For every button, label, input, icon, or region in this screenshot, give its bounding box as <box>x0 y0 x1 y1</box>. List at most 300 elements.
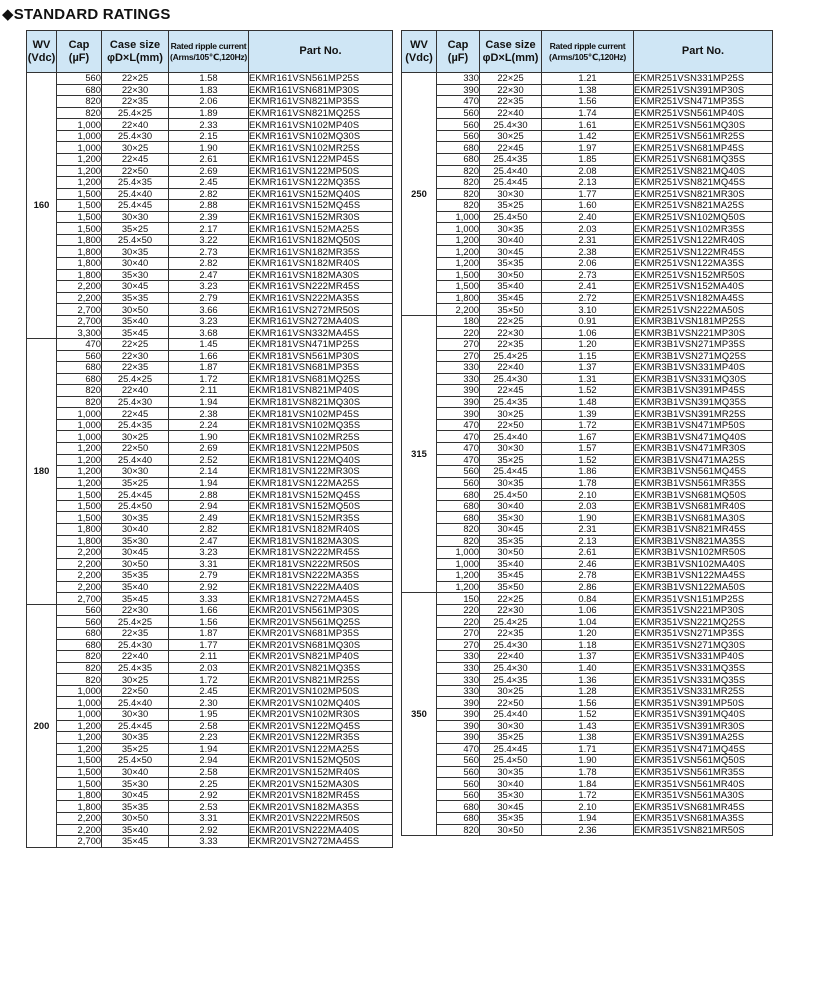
case-size-value: 22×35 <box>480 96 542 108</box>
case-size-value: 30×40 <box>480 234 542 246</box>
cap-value: 560 <box>437 477 480 489</box>
ripple-current-value: 2.52 <box>169 454 249 466</box>
table-row <box>27 651 393 663</box>
case-size-value: 35×30 <box>102 269 169 281</box>
table-row <box>402 512 773 524</box>
ratings-table-left <box>26 30 393 848</box>
case-size-header: Case size φD×L(mm) <box>102 31 169 73</box>
case-size-value: 22×40 <box>480 651 542 663</box>
part-number: EKMR3B1VSN391MP45S <box>634 385 773 397</box>
cap-value: 2,700 <box>57 315 102 327</box>
table-row <box>402 443 773 455</box>
case-size-value: 35×50 <box>480 304 542 316</box>
table-row <box>402 107 773 119</box>
part-number: EKMR181VSN102MP45S <box>249 408 393 420</box>
table-row <box>27 523 393 535</box>
table-header <box>27 31 393 73</box>
ripple-current-value: 2.36 <box>542 824 634 836</box>
cap-value: 560 <box>57 604 102 616</box>
case-size-value: 30×50 <box>480 547 542 559</box>
ripple-current-value: 1.45 <box>169 338 249 350</box>
ripple-current-value: 2.45 <box>169 177 249 189</box>
ripple-current-value: 2.03 <box>169 662 249 674</box>
case-size-value: 22×40 <box>480 362 542 374</box>
part-number: EKMR161VSN182MR40S <box>249 258 393 270</box>
table-row <box>27 454 393 466</box>
part-number: EKMR161VSN182MA30S <box>249 269 393 281</box>
table-header <box>402 31 773 73</box>
table-row <box>27 789 393 801</box>
cap-value: 1,000 <box>57 708 102 720</box>
cap-value: 2,700 <box>57 836 102 848</box>
ripple-current-value: 2.61 <box>542 547 634 559</box>
table-row <box>402 489 773 501</box>
table-row <box>402 454 773 466</box>
case-size-value: 25.4×40 <box>102 697 169 709</box>
cap-value: 2,200 <box>57 570 102 582</box>
ripple-current-value: 3.66 <box>169 304 249 316</box>
ripple-current-value: 1.72 <box>542 789 634 801</box>
ripple-current-value: 1.06 <box>542 604 634 616</box>
table-row <box>402 581 773 593</box>
table-row <box>402 651 773 663</box>
part-number: EKMR161VSN222MA35S <box>249 292 393 304</box>
cap-value: 2,200 <box>57 813 102 825</box>
table-row <box>27 362 393 374</box>
table-row <box>402 766 773 778</box>
part-number: EKMR3B1VSN681MQ50S <box>634 489 773 501</box>
ripple-current-value: 1.15 <box>542 350 634 362</box>
cap-value: 1,200 <box>57 732 102 744</box>
table-row <box>402 350 773 362</box>
case-size-value: 25.4×45 <box>480 177 542 189</box>
cap-value: 1,500 <box>437 281 480 293</box>
part-number: EKMR351VSN391MQ40S <box>634 708 773 720</box>
case-size-value: 25.4×30 <box>480 119 542 131</box>
cap-value: 1,500 <box>57 188 102 200</box>
table-row <box>27 720 393 732</box>
part-number: EKMR161VSN222MR45S <box>249 281 393 293</box>
table-row <box>27 697 393 709</box>
table-row <box>402 304 773 316</box>
table-row <box>402 119 773 131</box>
table-row <box>27 234 393 246</box>
case-size-value: 22×30 <box>102 604 169 616</box>
ripple-current-value: 2.92 <box>169 789 249 801</box>
cap-value: 560 <box>437 789 480 801</box>
table-row <box>27 801 393 813</box>
case-size-value: 25.4×40 <box>480 708 542 720</box>
cap-value: 1,200 <box>57 165 102 177</box>
part-number: EKMR251VSN152MR50S <box>634 269 773 281</box>
part-number: EKMR181VSN152MQ45S <box>249 489 393 501</box>
table-row <box>27 558 393 570</box>
table-row <box>27 824 393 836</box>
cap-value: 390 <box>437 720 480 732</box>
case-size-value: 35×35 <box>102 292 169 304</box>
cap-value: 330 <box>437 73 480 85</box>
case-size-value: 30×45 <box>102 281 169 293</box>
case-size-value: 35×25 <box>102 743 169 755</box>
table-row <box>27 223 393 235</box>
table-row <box>27 743 393 755</box>
case-size-value: 22×30 <box>480 327 542 339</box>
part-number: EKMR201VSN122MQ45S <box>249 720 393 732</box>
part-number: EKMR181VSN821MQ30S <box>249 396 393 408</box>
cap-value: 1,000 <box>57 408 102 420</box>
part-number: EKMR3B1VSN271MQ25S <box>634 350 773 362</box>
cap-value: 680 <box>57 373 102 385</box>
part-number: EKMR351VSN561MA30S <box>634 789 773 801</box>
case-size-value: 30×45 <box>480 801 542 813</box>
table-row <box>402 177 773 189</box>
cap-value: 1,200 <box>57 477 102 489</box>
table-row <box>27 338 393 350</box>
cap-value: 680 <box>437 512 480 524</box>
ripple-current-value: 1.71 <box>542 743 634 755</box>
table-row <box>27 535 393 547</box>
part-number: EKMR3B1VSN821MR45S <box>634 523 773 535</box>
ripple-current-value: 3.23 <box>169 315 249 327</box>
part-number: EKMR3B1VSN331MQ30S <box>634 373 773 385</box>
case-size-value: 25.4×35 <box>102 662 169 674</box>
case-size-value: 25.4×45 <box>480 743 542 755</box>
ripple-current-value: 1.74 <box>542 107 634 119</box>
case-size-value: 30×30 <box>480 443 542 455</box>
ripple-current-value: 1.40 <box>542 662 634 674</box>
cap-value: 330 <box>437 674 480 686</box>
part-number: EKMR201VSN222MA40S <box>249 824 393 836</box>
table-row <box>402 84 773 96</box>
part-number: EKMR3B1VSN122MA45S <box>634 570 773 582</box>
part-number: EKMR201VSN182MR45S <box>249 789 393 801</box>
ripple-current-value: 1.37 <box>542 362 634 374</box>
case-size-value: 25.4×25 <box>102 616 169 628</box>
part-no-header: Part No. <box>249 31 393 73</box>
cap-value: 1,200 <box>57 153 102 165</box>
case-size-value: 35×50 <box>480 581 542 593</box>
ripple-current-value: 1.90 <box>542 512 634 524</box>
case-size-value: 30×40 <box>102 766 169 778</box>
cap-value: 1,800 <box>57 258 102 270</box>
wv-header: WV (Vdc) <box>27 31 57 73</box>
cap-value: 1,500 <box>57 755 102 767</box>
cap-value: 470 <box>437 443 480 455</box>
cap-value: 1,800 <box>57 789 102 801</box>
ripple-current-value: 1.78 <box>542 766 634 778</box>
case-size-value: 25.4×45 <box>102 200 169 212</box>
part-number: EKMR351VSN391MA25S <box>634 732 773 744</box>
table-row <box>27 593 393 605</box>
case-size-value: 30×35 <box>480 477 542 489</box>
case-size-value: 35×35 <box>480 813 542 825</box>
cap-value: 680 <box>437 142 480 154</box>
case-size-value: 22×50 <box>480 697 542 709</box>
cap-value: 680 <box>57 639 102 651</box>
ripple-current-value: 1.56 <box>169 616 249 628</box>
ripple-current-value: 1.38 <box>542 84 634 96</box>
ripple-current-value: 2.61 <box>169 153 249 165</box>
ripple-current-value: 1.57 <box>542 443 634 455</box>
ripple-current-value: 1.84 <box>542 778 634 790</box>
part-number: EKMR251VSN821MQ40S <box>634 165 773 177</box>
cap-value: 2,200 <box>57 581 102 593</box>
table-row <box>27 778 393 790</box>
ripple-current-value: 2.86 <box>542 581 634 593</box>
table-row <box>27 419 393 431</box>
part-number: EKMR201VSN152MR40S <box>249 766 393 778</box>
table-row <box>402 778 773 790</box>
cap-value: 560 <box>57 350 102 362</box>
part-number: EKMR181VSN122MR30S <box>249 466 393 478</box>
part-number: EKMR161VSN122MP45S <box>249 153 393 165</box>
table-row <box>27 674 393 686</box>
cap-value: 1,000 <box>57 130 102 142</box>
part-number: EKMR351VSN391MR30S <box>634 720 773 732</box>
table-row <box>27 350 393 362</box>
table-row <box>402 246 773 258</box>
cap-value: 330 <box>437 662 480 674</box>
cap-value: 1,200 <box>437 258 480 270</box>
ripple-current-value: 1.97 <box>542 142 634 154</box>
cap-value: 820 <box>437 824 480 836</box>
part-number: EKMR161VSN821MP35S <box>249 96 393 108</box>
ripple-current-value: 1.56 <box>542 697 634 709</box>
table-row <box>27 200 393 212</box>
ripple-current-value: 2.46 <box>542 558 634 570</box>
ripple-current-value: 2.79 <box>169 292 249 304</box>
table-row <box>27 211 393 223</box>
case-size-value: 25.4×30 <box>480 639 542 651</box>
ripple-current-value: 1.78 <box>542 477 634 489</box>
case-size-value: 35×30 <box>480 512 542 524</box>
case-size-value: 25.4×35 <box>480 153 542 165</box>
part-number: EKMR181VSN152MQ50S <box>249 500 393 512</box>
case-size-value: 22×50 <box>102 165 169 177</box>
table-row <box>402 419 773 431</box>
part-number: EKMR201VSN152MQ50S <box>249 755 393 767</box>
case-size-value: 35×45 <box>480 292 542 304</box>
case-size-value: 35×30 <box>480 789 542 801</box>
table-row <box>27 119 393 131</box>
wv-group-value: 180 <box>27 338 57 604</box>
cap-value: 1,200 <box>57 466 102 478</box>
page-title: ◆STANDARD RATINGS <box>2 6 171 23</box>
cap-value: 330 <box>437 362 480 374</box>
case-size-value: 25.4×25 <box>102 373 169 385</box>
table-row <box>402 269 773 281</box>
case-size-value: 30×25 <box>480 408 542 420</box>
part-number: EKMR3B1VSN391MQ35S <box>634 396 773 408</box>
cap-value: 1,800 <box>57 801 102 813</box>
case-size-value: 25.4×40 <box>480 165 542 177</box>
part-number: EKMR351VSN271MQ30S <box>634 639 773 651</box>
case-size-value: 25.4×50 <box>480 755 542 767</box>
cap-value: 1,000 <box>57 697 102 709</box>
ripple-current-value: 2.03 <box>542 223 634 235</box>
ripple-current-value: 1.66 <box>169 350 249 362</box>
part-number: EKMR3B1VSN102MR50S <box>634 547 773 559</box>
cap-value: 1,000 <box>57 685 102 697</box>
ripple-current-value: 3.23 <box>169 281 249 293</box>
cap-value: 2,200 <box>57 281 102 293</box>
ripple-current-value: 1.77 <box>169 639 249 651</box>
cap-value: 1,000 <box>57 431 102 443</box>
part-number: EKMR3B1VSN122MA50S <box>634 581 773 593</box>
cap-value: 1,500 <box>57 512 102 524</box>
part-number: EKMR161VSN152MA25S <box>249 223 393 235</box>
ripple-current-value: 2.03 <box>542 500 634 512</box>
cap-value: 560 <box>437 130 480 142</box>
ripple-current-value: 2.58 <box>169 766 249 778</box>
case-size-header: Case size φD×L(mm) <box>480 31 542 73</box>
cap-value: 1,000 <box>57 119 102 131</box>
table-row <box>27 246 393 258</box>
case-size-value: 30×45 <box>102 789 169 801</box>
cap-value: 560 <box>437 466 480 478</box>
part-number: EKMR251VSN222MA50S <box>634 304 773 316</box>
ripple-current-value: 1.61 <box>542 119 634 131</box>
cap-value: 1,500 <box>57 489 102 501</box>
case-size-value: 25.4×50 <box>480 489 542 501</box>
ripple-current-value: 2.17 <box>169 223 249 235</box>
case-size-value: 35×35 <box>102 801 169 813</box>
cap-value: 560 <box>57 616 102 628</box>
cap-value: 390 <box>437 708 480 720</box>
part-number: EKMR181VSN471MP25S <box>249 338 393 350</box>
cap-value: 390 <box>437 385 480 397</box>
table-row <box>27 755 393 767</box>
cap-header: Cap (µF) <box>57 31 102 73</box>
case-size-value: 30×35 <box>480 766 542 778</box>
case-size-value: 22×45 <box>102 153 169 165</box>
table-row <box>402 142 773 154</box>
table-row <box>27 639 393 651</box>
ripple-current-header: Rated ripple current (Arms/105℃,120Hz) <box>542 31 634 73</box>
table-row <box>27 292 393 304</box>
cap-value: 470 <box>437 431 480 443</box>
case-size-value: 22×30 <box>102 350 169 362</box>
case-size-value: 22×30 <box>102 84 169 96</box>
cap-value: 1,200 <box>437 570 480 582</box>
table-row <box>402 708 773 720</box>
table-row <box>27 373 393 385</box>
case-size-value: 35×40 <box>102 581 169 593</box>
case-size-value: 35×40 <box>102 824 169 836</box>
ripple-current-value: 1.52 <box>542 454 634 466</box>
case-size-value: 25.4×30 <box>480 662 542 674</box>
ripple-current-value: 2.92 <box>169 581 249 593</box>
case-size-value: 35×30 <box>102 535 169 547</box>
cap-value: 680 <box>437 153 480 165</box>
cap-value: 470 <box>57 338 102 350</box>
table-row <box>402 73 773 85</box>
cap-value: 2,200 <box>437 304 480 316</box>
table-row <box>402 234 773 246</box>
cap-value: 1,800 <box>57 234 102 246</box>
ripple-current-value: 2.11 <box>169 385 249 397</box>
table-row <box>402 604 773 616</box>
table-row <box>402 385 773 397</box>
ripple-current-value: 2.06 <box>542 258 634 270</box>
part-number: EKMR161VSN272MR50S <box>249 304 393 316</box>
table-row <box>402 674 773 686</box>
part-number: EKMR161VSN102MP40S <box>249 119 393 131</box>
ripple-current-value: 2.15 <box>169 130 249 142</box>
cap-header: Cap (µF) <box>437 31 480 73</box>
ripple-current-value: 2.45 <box>169 685 249 697</box>
ripple-current-value: 1.85 <box>542 153 634 165</box>
wv-group-value: 315 <box>402 315 437 593</box>
case-size-value: 30×45 <box>102 547 169 559</box>
case-size-value: 35×40 <box>480 281 542 293</box>
ripple-current-value: 2.14 <box>169 466 249 478</box>
table-row <box>27 408 393 420</box>
part-number: EKMR3B1VSN471MA25S <box>634 454 773 466</box>
cap-value: 1,200 <box>437 581 480 593</box>
ripple-current-value: 2.40 <box>542 211 634 223</box>
ratings-table-right <box>401 30 773 836</box>
ripple-current-value: 1.87 <box>169 362 249 374</box>
part-number: EKMR201VSN561MP30S <box>249 604 393 616</box>
part-number: EKMR161VSN152MQ40S <box>249 188 393 200</box>
ripple-current-value: 1.72 <box>169 674 249 686</box>
table-row <box>27 177 393 189</box>
part-number: EKMR181VSN182MR40S <box>249 523 393 535</box>
ripple-current-value: 1.66 <box>169 604 249 616</box>
case-size-value: 30×35 <box>102 246 169 258</box>
ripple-current-value: 2.49 <box>169 512 249 524</box>
cap-value: 1,800 <box>57 523 102 535</box>
table-row <box>27 628 393 640</box>
part-number: EKMR3B1VSN681MA30S <box>634 512 773 524</box>
table-row <box>27 547 393 559</box>
ripple-current-value: 2.25 <box>169 778 249 790</box>
ripple-current-value: 1.42 <box>542 130 634 142</box>
table-row <box>402 755 773 767</box>
wv-group-value: 250 <box>402 73 437 316</box>
cap-value: 270 <box>437 350 480 362</box>
table-row <box>402 593 773 605</box>
cap-value: 330 <box>437 373 480 385</box>
ripple-current-value: 1.18 <box>542 639 634 651</box>
part-number: EKMR161VSN821MQ25S <box>249 107 393 119</box>
table-row <box>27 500 393 512</box>
ripple-current-value: 2.92 <box>169 824 249 836</box>
table-row <box>27 732 393 744</box>
case-size-value: 30×25 <box>102 674 169 686</box>
case-size-value: 25.4×35 <box>102 177 169 189</box>
cap-value: 1,500 <box>57 778 102 790</box>
case-size-value: 22×45 <box>480 142 542 154</box>
cap-value: 2,200 <box>57 292 102 304</box>
part-number: EKMR351VSN331MQ35S <box>634 662 773 674</box>
case-size-value: 22×40 <box>102 119 169 131</box>
ripple-current-value: 2.82 <box>169 523 249 535</box>
part-number: EKMR251VSN821MA25S <box>634 200 773 212</box>
case-size-value: 30×25 <box>480 130 542 142</box>
part-number: EKMR251VSN122MR45S <box>634 246 773 258</box>
table-row <box>402 315 773 327</box>
ripple-current-value: 2.38 <box>169 408 249 420</box>
cap-value: 1,200 <box>57 720 102 732</box>
ripple-current-value: 2.72 <box>542 292 634 304</box>
cap-value: 220 <box>437 327 480 339</box>
cap-value: 820 <box>57 674 102 686</box>
table-row <box>27 153 393 165</box>
ripple-current-value: 2.79 <box>169 570 249 582</box>
ripple-current-value: 2.08 <box>542 165 634 177</box>
